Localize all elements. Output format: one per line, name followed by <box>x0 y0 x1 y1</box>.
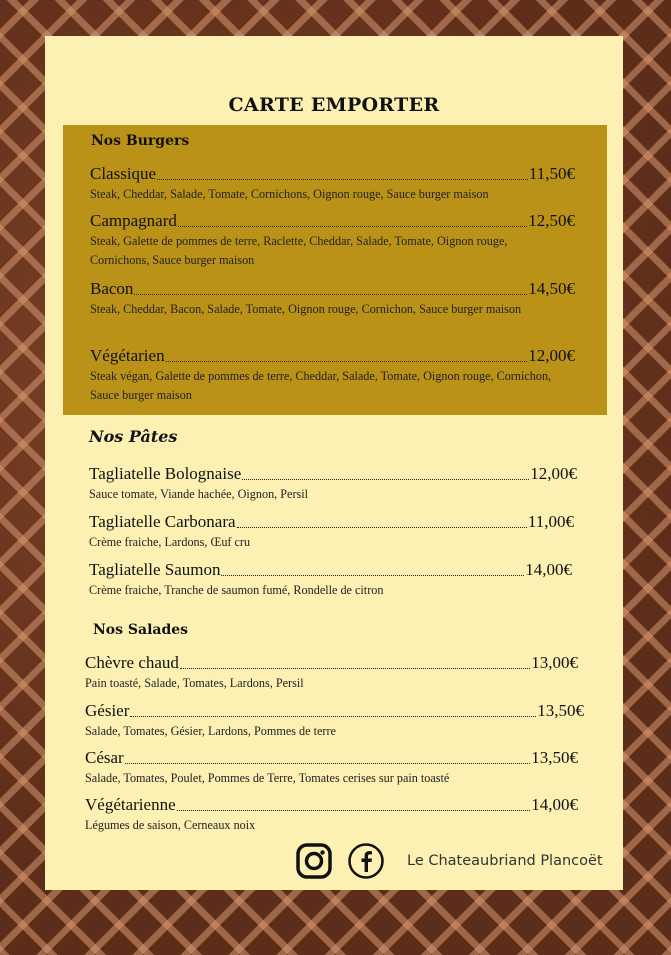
burgers-heading: Nos Burgers <box>91 133 190 149</box>
item-price: 11,50€ <box>528 164 575 183</box>
item-name: Gésier <box>85 701 130 720</box>
menu-item <box>90 345 575 405</box>
item-price: 14,00€ <box>525 560 572 579</box>
item-name: Chèvre chaud <box>85 653 179 672</box>
menu-title: CARTE EMPORTER <box>228 94 440 116</box>
item-name: Végétarienne <box>85 795 176 814</box>
item-description: Steak végan, Galette de pommes de terre, Cheddar, Salade, Tomate, Oignon rouge, Cornichon, Sauce burger maison <box>90 369 552 402</box>
item-name: Bacon <box>90 279 134 298</box>
item-description: Pain toasté, Salade, Tomates, Lardons, Persil <box>85 676 304 690</box>
menu-item <box>85 700 584 741</box>
menu-item <box>85 652 578 693</box>
item-description: Salade, Tomates, Gésier, Lardons, Pommes de terre <box>85 724 336 738</box>
item-name: Tagliatelle Carbonara <box>89 512 236 531</box>
menu-item <box>85 794 578 835</box>
item-name: Tagliatelle Bolognaise <box>89 464 242 483</box>
instagram-icon[interactable] <box>295 842 333 880</box>
item-description: Légumes de saison, Cerneaux noix <box>85 818 256 832</box>
salades-heading: Nos Salades <box>93 622 189 638</box>
pates-heading: Nos Pâtes <box>89 427 178 446</box>
item-price: 11,00€ <box>527 512 574 531</box>
menu-item <box>90 210 575 270</box>
item-price: 13,50€ <box>537 701 584 720</box>
menu-item <box>90 278 575 319</box>
footer <box>295 842 603 880</box>
menu-card <box>45 36 623 890</box>
item-name: Classique <box>90 164 157 183</box>
item-name: Campagnard <box>90 211 177 230</box>
item-price: 13,00€ <box>531 653 578 672</box>
menu-item <box>85 747 578 788</box>
item-description: Sauce tomate, Viande hachée, Oignon, Persil <box>89 487 309 501</box>
item-price: 12,50€ <box>528 211 575 230</box>
item-price: 12,00€ <box>530 464 577 483</box>
menu-item <box>89 511 574 552</box>
facebook-icon[interactable] <box>347 842 385 880</box>
item-description: Crème fraiche, Tranche de saumon fumé, Rondelle de citron <box>89 583 384 597</box>
menu-item <box>89 463 577 504</box>
restaurant-name: Le Chateaubriand Plancoët <box>407 853 603 869</box>
item-price: 13,50€ <box>531 748 578 767</box>
item-description: Steak, Cheddar, Salade, Tomate, Cornichons, Oignon rouge, Sauce burger maison <box>90 187 489 201</box>
item-description: Salade, Tomates, Poulet, Pommes de Terre, Tomates cerises sur pain toasté <box>85 771 450 785</box>
item-price: 12,00€ <box>528 346 575 365</box>
item-description: Steak, Galette de pommes de terre, Raclette, Cheddar, Salade, Tomate, Oignon rouge, Cornichons, Sauce burger maison <box>90 234 508 267</box>
item-name: Végétarien <box>90 346 165 365</box>
item-price: 14,00€ <box>531 795 578 814</box>
item-description: Steak, Cheddar, Bacon, Salade, Tomate, Oignon rouge, Cornichon, Sauce burger maison <box>90 302 522 316</box>
menu-item <box>89 559 572 600</box>
item-name: César <box>85 748 124 767</box>
item-name: Tagliatelle Saumon <box>89 560 221 579</box>
menu-item <box>90 163 575 204</box>
item-price: 14,50€ <box>528 279 575 298</box>
item-description: Crème fraiche, Lardons, Œuf cru <box>89 535 251 549</box>
